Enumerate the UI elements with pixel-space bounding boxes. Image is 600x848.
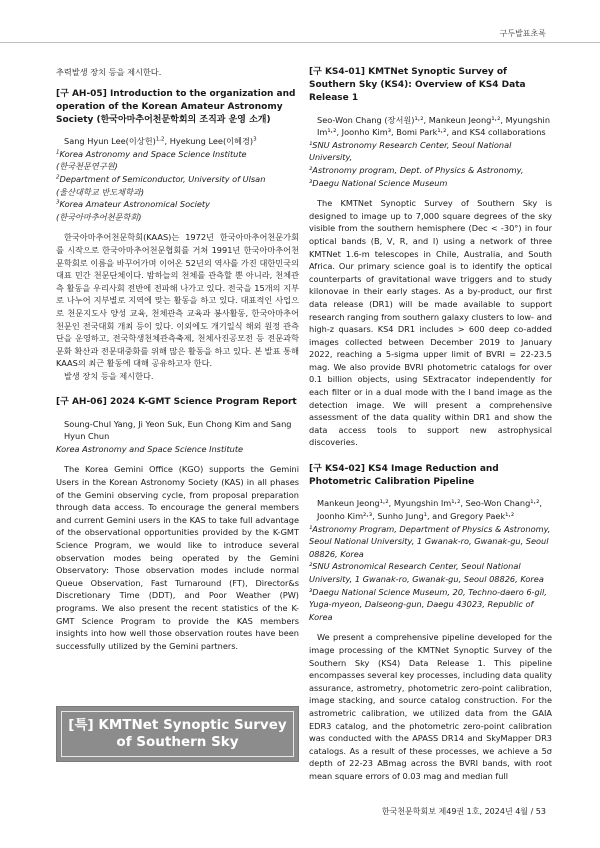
abstract-authors-ah05: Sang Hyun Lee(이상헌)$^{1,2}$, Hyekung Lee(이혜경)$^3$	[64, 136, 257, 147]
abstract-authors-ah06: Soung-Chul Yang, Ji Yeon Suk, Eun Chong Kim and Sang Hyun Chun	[64, 418, 292, 442]
abstract-body-ah05-tail: 발생 장치 등을 제시한다.	[64, 370, 154, 381]
continuation-text: 추력발생 장치 등을 제시한다.	[56, 67, 162, 77]
abstract-authors-ks401: Seo-Won Chang (장서원)¹˒², Mankeun Jeong¹˒², Myungshin Im¹˒², Joonho Kim³, Bomi Park¹˒², and KS4 collaborations	[317, 114, 551, 138]
running-header: 구두발표초록	[499, 29, 546, 38]
right-column	[309, 66, 552, 783]
abstract-body-ah06: The Korea Gemini Office (KGO) supports the Gemini Users in the Korean Astronomy Society (KAS) in all phases of the Gemini observing cycle, from proposal preparation through data access. To encourage the general members and current Gemini users in the KAS to take full advantage of the observational opportunities provided by the K-GMT Science Program, we would like to introduce several observation modes being operated by the Gemini Observatory: Those observation modes include normal Queue Observation, Fast Turnaround (FT), Director&s Discretionary Time (DDT), and Poor Weather (PW) programs. We also present the recent statistics of the K-GMT Science Program to provide the KAS members insights into how well those observation routes have been successfully utilized by the Gemini partners.	[56, 464, 299, 651]
abstract-title-ah06: [구 AH-06] 2024 K-GMT Science Program Report	[56, 397, 297, 408]
abstract-title-ah05: [구 AH-05] Introduction to the organization and operation of the Korean Amateur Astronomy Society (한국아마추어천문학회의 조직과 운영 소개)	[56, 88, 296, 125]
abstract-title-ks402: [구 KS4-02] KS4 Image Reduction and Photometric Calibration Pipeline	[309, 464, 499, 488]
abstract-affiliations-ah05: $^1$Korea Astronomy and Space Science Institute (한국천문연구원) $^2$Department of Semiconductor, University of Ulsan (울산대학교 반도체학과) $^3$Korea Amateur Astronomical Society (한국아마추어천문학회)	[56, 148, 266, 222]
special-session-title: [특] KMTNet Synoptic Survey of Southern Sky	[61, 711, 294, 757]
abstract-affiliation-ah06: Korea Astronomy and Space Science Institute	[56, 443, 244, 454]
abstract-body-ah05: 한국아마추어천문학회(KAAS)는 1972년 한국아마추어천문가회를 시작으로 한국아마추어천문협회를 거쳐 1991년 한국아마추어천문학회로 이름을 바꾸어가며 이어온 52년의 역사를 가진 대한민국의 대표 민간 천문단체이다. 밤하늘의 천체를 관측할 뿐 아니라, 천체관측 활동을 우리사회 전반에 전파해 나가고 있다. 전국을 15개의 지부로 나누어 지부별로 지역에 맞는 활동을 하고 있다. 대표적인 사업으로 천문지도사 양성 교육, 천체관측 교육과 봉사활동, 한국아마추어천문인 전국대회 개최 등이 있다. 이외에도 개기일식 해외 원정 관측단을 운영하고, 전국학생천체관측축제, 천체사진공모전 등 전문과학문화 확산과 전문대중화를 위해 많은 활동을 하고 있다. 본 발표 통해 KAAS의 최근 활동에 대해 공유하고자 한다.	[56, 232, 299, 369]
abstract-title-ks401: [구 KS4-01] KMTNet Synoptic Survey of Southern Sky (KS4): Overview of KS4 Data Release 1	[309, 67, 526, 104]
abstract-body-ks401: The KMTNet Synoptic Survey of Southern Sky is designed to image up to 7,000 square degrees of the sky visible from the southern hemisphere (Dec < -30°) in four optical bands (B, V, R, and I) using a network of three KMTNet 1.6-m telescopes in Chile, Australia, and South Africa. Our primary science goal is to identify the optical counterparts of gravitational wave triggers and to study kilonovae in their early stages. As a by-product, our first data release (DR1) will be made available to support research ranging from southern galaxy clusters to low- and high-z quasars. KS4 DR1 includes > 600 deep co-added images collected between December 2019 to January 2022, reaching a 5-sigma upper limit of BVRI = 22-23.5 mag. We also provide BVRI photometric catalogs for over 0.1 billion objects, using SExtracator independently for each filter or in a dual mode with the I band image as the detection image. We will present a comprehensive assessment of the data quality within DR1 and show the data access tools to support new astrophysical discoveries.	[309, 198, 552, 448]
header-rule	[0, 42, 600, 43]
left-column	[56, 66, 299, 652]
abstract-body-ks402: We present a comprehensive pipeline developed for the image processing of the KMTNet Synoptic Survey of the Southern Sky (KS4) Data Release 1. This pipeline encompasses several key processes, including data quality assurance, astrometry, photometric zero-point calibration, image stacking, and source catalog construction. For the astrometric calibration, we utilized data from the GAIA EDR3 catalog, and the photometric zero-point calibration was conducted with the APASS DR14 and SkyMapper DR3 catalogs. As a result of these processes, we achieve a 5σ depth of 22-23 ABmag across the BVRI bands, with root mean square errors of 0.03 mag and median full	[309, 632, 552, 781]
abstract-authors-ks402: Mankeun Jeong¹˒², Myungshin Im¹˒², Seo-Won Chang¹˒², Joonho Kim²˒³, Sunho Jung¹, and Gregory Paek¹˒²	[317, 498, 542, 522]
page-footer: 한국천문학회보 제49권 1호, 2024년 4월 / 53	[381, 807, 546, 816]
abstract-affiliations-ks402: ¹Astronomy Program, Department of Physics & Astronomy, Seoul National University, 1 Gwanak-ro, Gwanak-gu, Seoul 08826, Korea ²SNU Astronomical Research Center, Seoul National University, 1 Gwanak-ro, Gwanak-gu, Seoul 08826, Korea ³Daegu National Science Museum, 20, Techno-daero 6-gil, Yuga-myeon, Dalseong-gun, Daegu 43023, Republic of Korea	[309, 523, 551, 622]
special-session-banner	[56, 706, 299, 762]
abstract-affiliations-ks401: ¹SNU Astronomy Research Center, Seoul National University, ²Astronomy program, Dept. of Physics & Astronomy, ³Daegu National Science Museum	[309, 139, 524, 188]
